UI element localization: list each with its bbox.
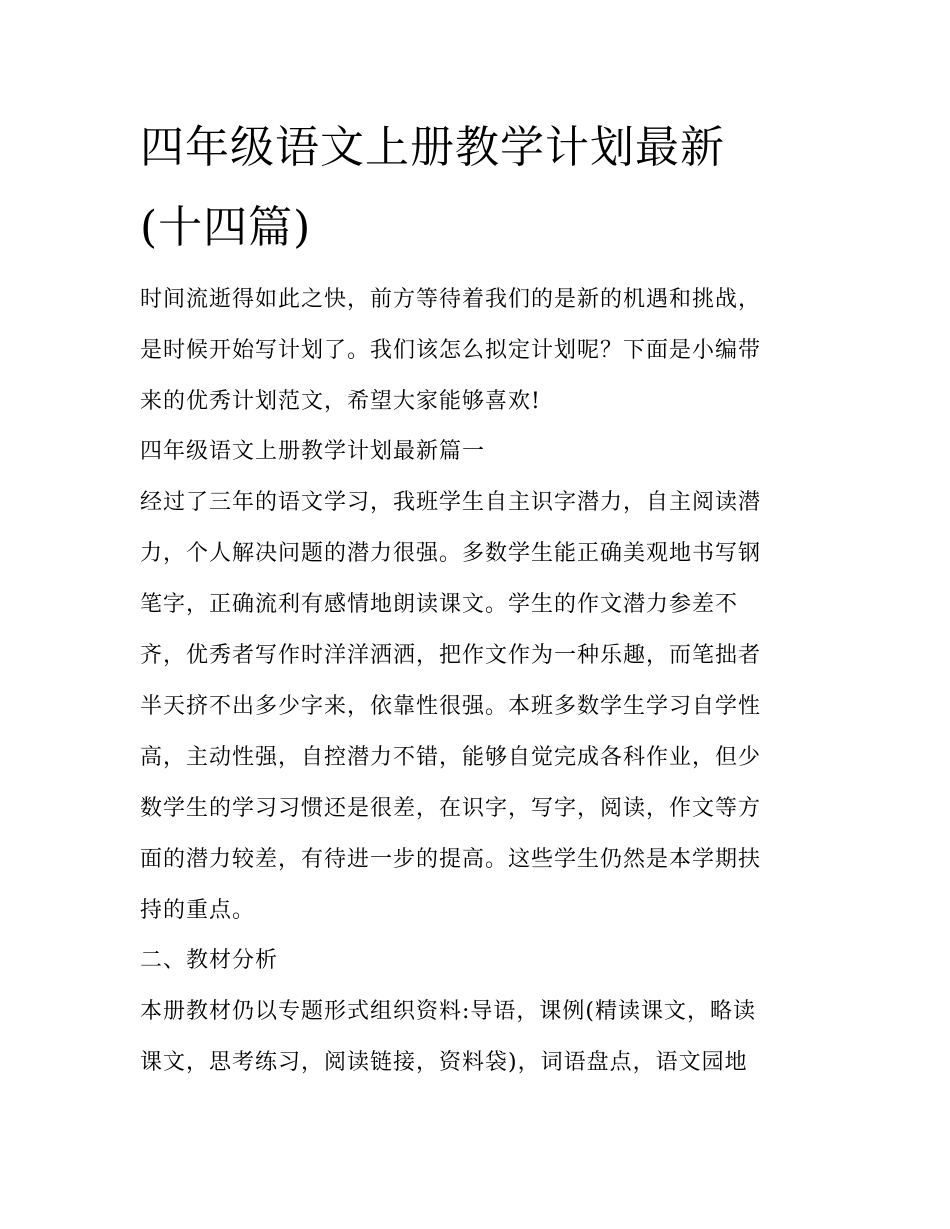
body-line: 课文，思考练习，阅读链接，资料袋)，词语盘点，语文园地 (140, 1050, 748, 1075)
body-line: 本册教材仍以专题形式组织资料:导语，课例(精读课文，略读 (140, 999, 756, 1024)
body-line: 半天挤不出多少字来，依靠性很强。本班多数学生学习自学性 (140, 694, 762, 719)
intro-line: 时间流逝得如此之快，前方等待着我们的是新的机遇和挑战， (140, 287, 762, 312)
body-line: 笔字，正确流利有感情地朗读课文。学生的作文潜力参差不 (140, 592, 739, 617)
body-line: 齐，优秀者写作时洋洋洒洒，把作文作为一种乐趣，而笔拙者 (140, 643, 762, 668)
body-line: 经过了三年的语文学习，我班学生自主识字潜力，自主阅读潜 (140, 490, 762, 515)
document-title (140, 108, 820, 268)
section-heading: 四年级语文上册教学计划最新篇一 (140, 439, 486, 464)
body-line: 面的潜力较差，有待进一步的提高。这些学生仍然是本学期扶 (140, 847, 762, 872)
title-line-2: (十四篇) (140, 202, 312, 253)
body-line: 力，个人解决问题的潜力很强。多数学生能正确美观地书写钢 (140, 541, 762, 566)
body-line: 持的重点。 (140, 898, 256, 923)
body-line: 高，主动性强，自控潜力不错，能够自觉完成各科作业，但少 (140, 745, 762, 770)
title-line-1: 四年级语文上册教学计划最新 (140, 122, 725, 173)
section-heading: 二、教材分析 (140, 948, 279, 973)
intro-line: 来的优秀计划范文，希望大家能够喜欢! (140, 389, 541, 414)
intro-line: 是时候开始写计划了。我们该怎么拟定计划呢？下面是小编带 (140, 338, 762, 363)
body-line: 数学生的学习习惯还是很差，在识字，写字，阅读，作文等方 (140, 796, 762, 821)
